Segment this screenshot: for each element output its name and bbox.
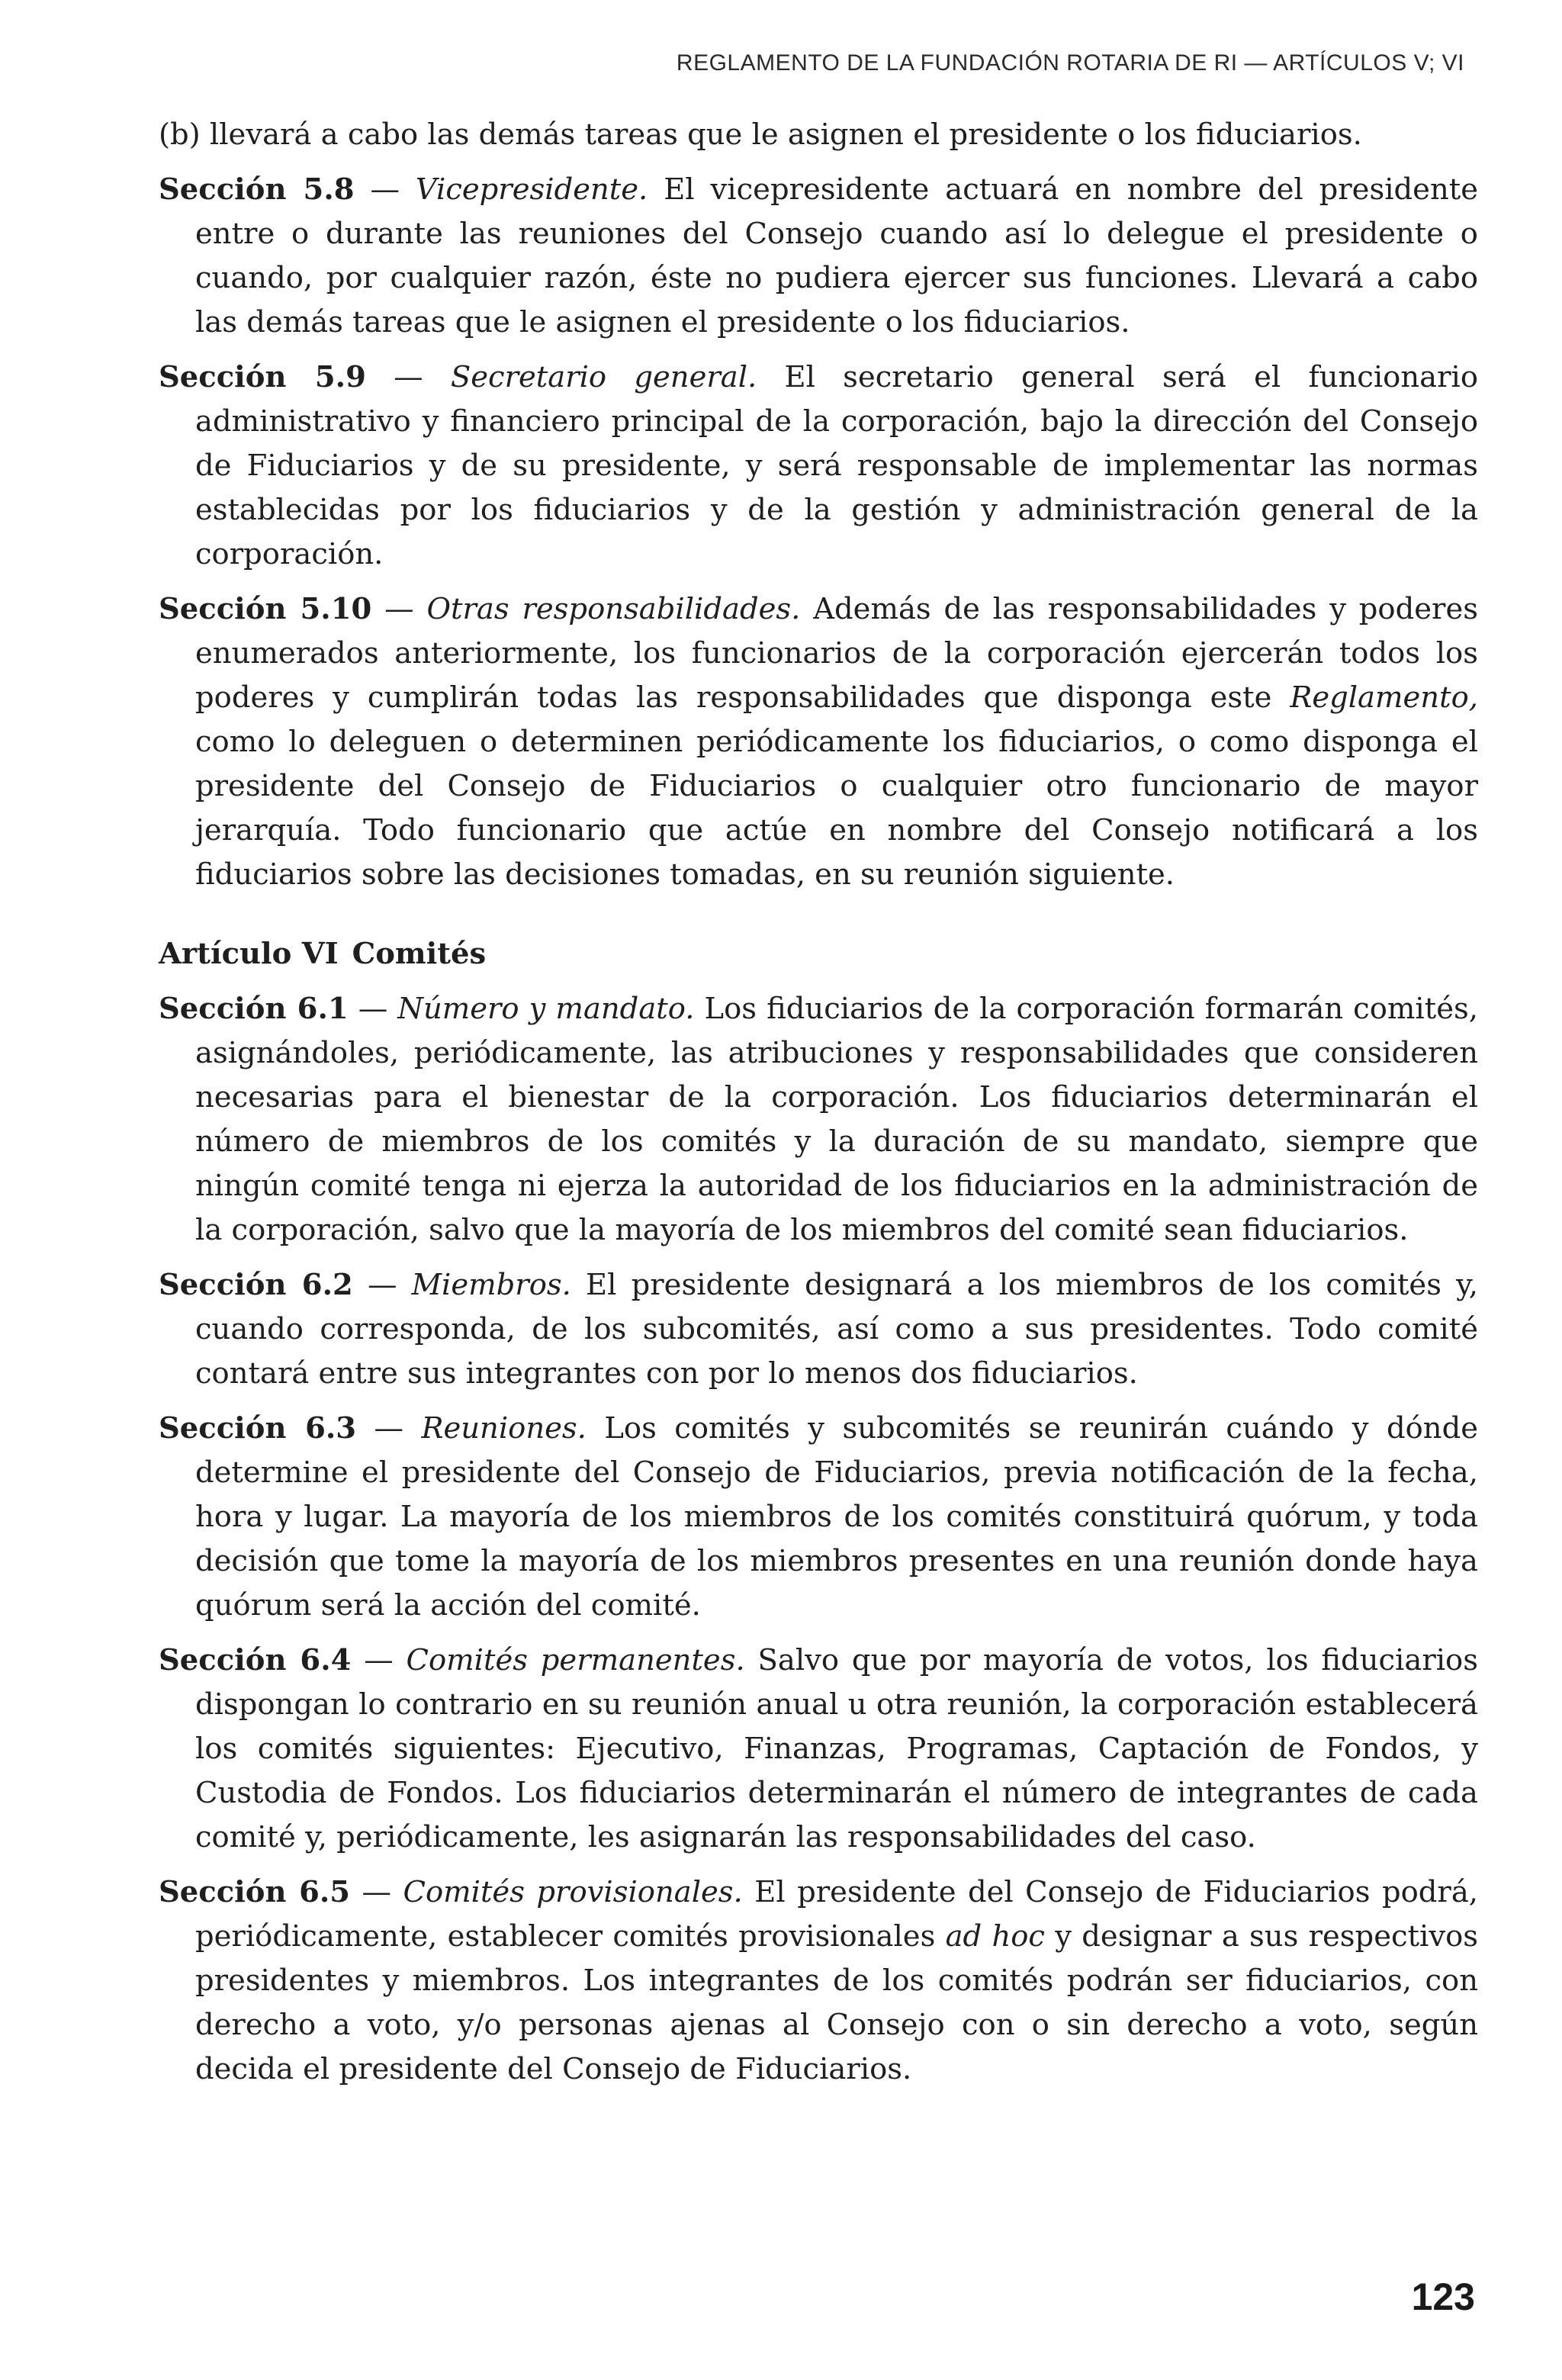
section-text: Además de las responsabilidades y poderes enumerados anteriormente, los funcionarios de la corporación ejercerán todos los poderes y cumplirán todas las responsabilidades que disponga este (195, 592, 1478, 715)
section-5-8 (159, 168, 1478, 345)
running-header: REGLAMENTO DE LA FUNDACIÓN ROTARIA DE RI — ARTÍCULOS V; VI (676, 50, 1464, 76)
section-label: Sección 5.10 (159, 592, 372, 626)
section-text: El secretario general será el funcionario administrativo y financiero principal de la corporación, bajo la dirección del Consejo de Fiduciarios y de su presidente, y será responsable de implementar las normas establecidas por los fiduciarios y de la gestión y administración general de la corporación. (195, 360, 1478, 571)
section-dash: — (350, 1875, 403, 1909)
section-6-2 (159, 1263, 1478, 1396)
section-label: Sección 6.4 (159, 1643, 352, 1677)
section-text: Los comités y subcomités se reunirán cuándo y dónde determine el presidente del Consejo de Fiduciarios, previa notificación de la fecha, hora y lugar. La mayoría de los miembros de los comités constituirá quórum, y toda decisión que tome la mayoría de los miembros presentes en una reunión donde haya quórum será la acción del comité. (195, 1411, 1478, 1623)
section-title: Secretario general. (450, 360, 757, 394)
list-item-b: (b) llevará a cabo las demás tareas que le asignen el presidente o los fiduciarios. (159, 117, 1362, 152)
section-5-9 (159, 355, 1478, 577)
section-text: y designar a sus respectivos presidentes y miembros. Los integrantes de los comités podrán ser fiduciarios, con derecho a voto, y/o personas ajenas al Consejo con o sin derecho a voto, según decida el presidente del Consejo de Fiduciarios. (195, 1919, 1479, 2086)
section-title: Otras responsabilidades. (426, 592, 801, 626)
section-label: Sección 6.3 (159, 1411, 357, 1446)
section-label: Sección 6.1 (159, 992, 349, 1026)
section-dash: — (351, 1643, 407, 1677)
section-emphasis: ad hoc (945, 1919, 1045, 1954)
section-label: Sección 5.9 (159, 360, 366, 394)
section-6-3 (159, 1407, 1478, 1628)
section-text: El presidente designará a los miembros de los comités y, cuando corresponda, de los subcomités, así como a sus presidentes. Todo comité contará entre sus integrantes con por lo menos dos fiduciarios. (195, 1268, 1478, 1391)
section-title: Miembros. (411, 1268, 571, 1302)
section-title: Vicepresidente. (415, 172, 648, 207)
section-6-1 (159, 987, 1478, 1253)
page-number: 123 (1411, 2275, 1475, 2318)
article-title: Comités (352, 937, 487, 971)
section-dash: — (354, 172, 416, 207)
section-dash: — (348, 992, 398, 1026)
section-6-4 (159, 1639, 1478, 1860)
section-5-10 (159, 587, 1478, 897)
section-label: Sección 6.5 (159, 1875, 351, 1909)
section-text: El vicepresidente actuará en nombre del presidente entre o durante las reuniones del Consejo cuando así lo delegue el presidente o cuando, por cualquier razón, éste no pudiera ejercer sus funciones. Llevará a cabo las demás tareas que le asignen el presidente o los fiduciarios. (195, 172, 1478, 339)
section-dash: — (352, 1268, 412, 1302)
section-label: Sección 5.8 (159, 172, 355, 207)
section-dash: — (371, 592, 427, 626)
section-6-5 (159, 1870, 1478, 2092)
section-emphasis: Reglamento, (1290, 680, 1478, 715)
document-body (159, 113, 1478, 2102)
section-text: como lo deleguen o determinen periódicamente los fiduciarios, o como disponga el presidente del Consejo de Fiduciarios o cualquier otro funcionario de mayor jerarquía. Todo funcionario que actúe en nombre del Consejo notificará a los fiduciarios sobre las decisiones tomadas, en su reunión siguiente. (195, 725, 1478, 892)
section-text: Los fiduciarios de la corporación formarán comités, asignándoles, periódicamente, las atribuciones y responsabilidades que consideren necesarias para el bienestar de la corporación. Los fiduciarios determinarán el número de miembros de los comités y la duración de su mandato, siempre que ningún comité tenga ni ejerza la autoridad de los fiduciarios en la administración de la corporación, salvo que la mayoría de los miembros del comité sean fiduciarios. (195, 992, 1478, 1247)
section-text: El presidente del Consejo de Fiduciarios podrá, periódicamente, establecer comités provisionales (195, 1875, 1479, 1954)
section-dash: — (356, 1411, 422, 1446)
section-title: Número y mandato. (397, 992, 695, 1026)
article-heading (159, 932, 1478, 976)
article-label: Artículo VI (159, 937, 339, 971)
section-title: Comités permanentes. (406, 1643, 745, 1677)
section-title: Comités provisionales. (403, 1875, 743, 1909)
section-dash: — (365, 360, 451, 394)
section-text: Salvo que por mayoría de votos, los fiduciarios dispongan lo contrario en su reunión anual u otra reunión, la corporación establecerá los comités siguientes: Ejecutivo, Finanzas, Programas, Captación de Fondos, y Custodia de Fondos. Los fiduciarios determinarán el número de integrantes de cada comité y, periódicamente, les asignarán las responsabilidades del caso. (195, 1643, 1478, 1854)
section-label: Sección 6.2 (159, 1268, 353, 1302)
section-title: Reuniones. (421, 1411, 587, 1446)
